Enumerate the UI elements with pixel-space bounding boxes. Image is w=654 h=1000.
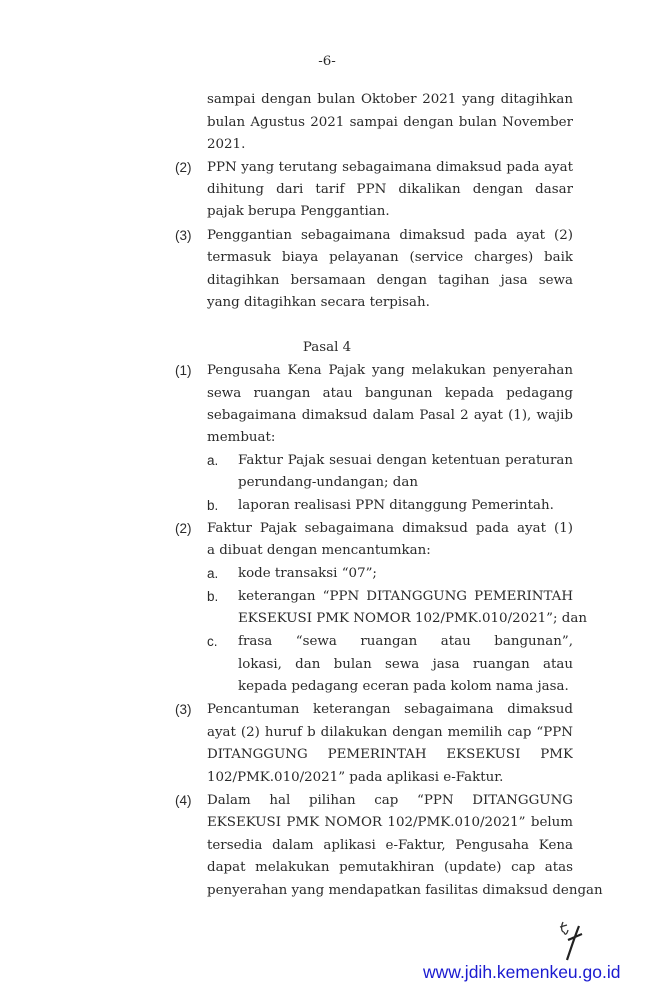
text-line: EKSEKUSI PMK NOMOR 102/PMK.010/2021”; dan: [238, 611, 587, 626]
item-label: b.: [207, 589, 219, 604]
item-label: b.: [207, 498, 219, 513]
text-line: 2021.: [207, 137, 246, 152]
page-number: -6-: [318, 54, 336, 69]
text-line: 102/PMK.010/2021” pada aplikasi e-Faktur.: [207, 770, 504, 785]
text-line: pajak berupa Penggantian.: [207, 204, 390, 219]
item-label: c.: [207, 634, 218, 649]
text-line: Pengusaha Kena Pajak yang melakukan penyerahan: [207, 363, 573, 378]
text-line: sebagaimana dimaksud dalam Pasal 2 ayat (1), wajib: [207, 408, 573, 423]
text-line: ditagihkan bersamaan dengan tagihan jasa sewa: [207, 273, 573, 288]
text-line: perundang-undangan; dan: [238, 475, 418, 490]
text-line: frasa “sewa ruangan atau bangunan”,: [238, 634, 573, 649]
text-line: Dalam hal pilihan cap “PPN DITANGGUNG: [207, 793, 573, 808]
text-line: PPN yang terutang sebagaimana dimaksud pada ayat: [207, 160, 573, 175]
text-line: tersedia dalam aplikasi e-Faktur, Pengusaha Kena: [207, 838, 573, 853]
text-line: sewa ruangan atau bangunan kepada pedagang: [207, 386, 573, 401]
item-label: (4): [175, 793, 192, 808]
text-line: keterangan “PPN DITANGGUNG PEMERINTAH: [238, 589, 573, 604]
footer-url-link[interactable]: www.jdih.kemenkeu.go.id: [423, 962, 621, 982]
text-line: kepada pedagang eceran pada kolom nama jasa.: [238, 679, 569, 694]
text-line: dapat melakukan pemutakhiran (update) cap atas: [207, 860, 573, 875]
text-line: DITANGGUNG PEMERINTAH EKSEKUSI PMK: [207, 747, 573, 762]
item-label: (2): [175, 160, 192, 175]
text-line: yang ditagihkan secara terpisah.: [207, 295, 430, 310]
text-line: dihitung dari tarif PPN dikalikan dengan dasar: [207, 182, 573, 197]
text-line: penyerahan yang mendapatkan fasilitas dimaksud dengan: [207, 883, 603, 898]
article-heading: Pasal 4: [302, 340, 352, 355]
text-line: sampai dengan bulan Oktober 2021 yang ditagihkan: [207, 92, 573, 107]
text-line: Faktur Pajak sesuai dengan ketentuan peraturan: [238, 453, 573, 468]
item-label: (3): [175, 228, 192, 243]
text-line: membuat:: [207, 430, 276, 445]
text-line: bulan Agustus 2021 sampai dengan bulan November: [207, 115, 573, 130]
item-label: (1): [175, 363, 192, 378]
text-line: Pencantuman keterangan sebagaimana dimaksud: [207, 702, 573, 717]
text-line: laporan realisasi PPN ditanggung Pemerintah.: [238, 498, 554, 513]
item-label: a.: [207, 453, 219, 468]
text-line: a dibuat dengan mencantumkan:: [207, 543, 431, 558]
text-line: kode transaksi “07”;: [238, 566, 377, 581]
signature-initials: [555, 918, 589, 962]
text-line: Penggantian sebagaimana dimaksud pada ayat (2): [207, 228, 573, 243]
item-label: a.: [207, 566, 219, 581]
text-line: EKSEKUSI PMK NOMOR 102/PMK.010/2021” belum: [207, 815, 573, 830]
item-label: (2): [175, 521, 192, 536]
text-line: termasuk biaya pelayanan (service charges) baik: [207, 250, 573, 265]
item-label: (3): [175, 702, 192, 717]
text-line: Faktur Pajak sebagaimana dimaksud pada ayat (1): [207, 521, 573, 536]
text-line: lokasi, dan bulan sewa jasa ruangan atau: [238, 657, 573, 672]
text-line: ayat (2) huruf b dilakukan dengan memilih cap “PPN: [207, 725, 573, 740]
